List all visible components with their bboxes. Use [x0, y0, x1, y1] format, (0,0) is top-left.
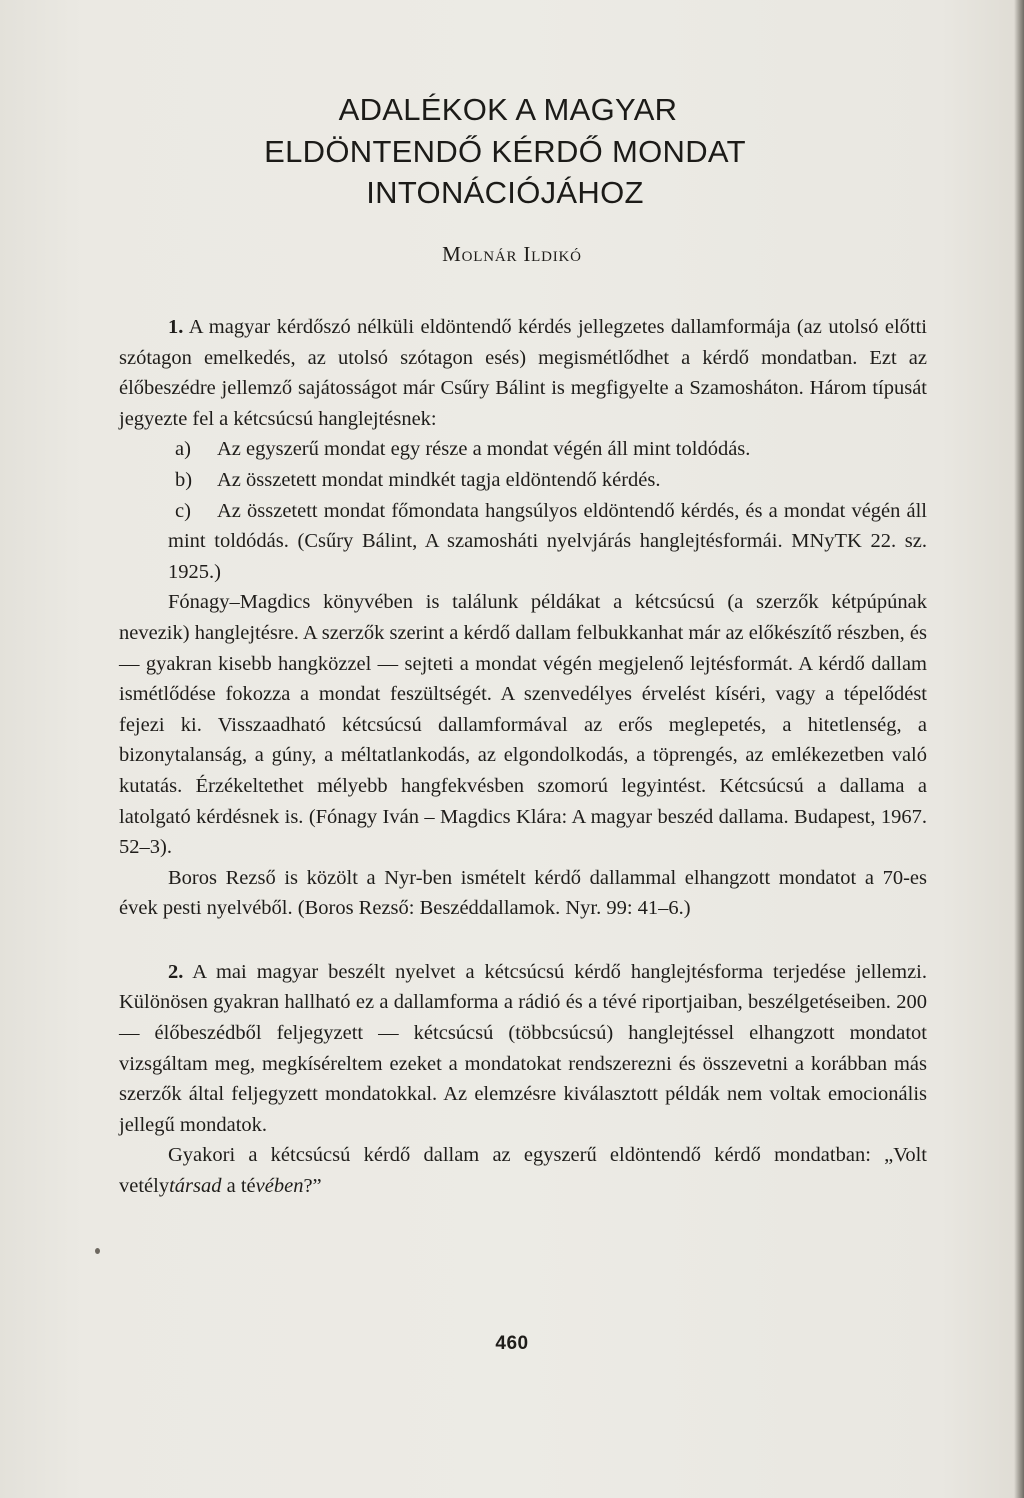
- section-2-paragraph-2-mid: a té: [221, 1175, 256, 1198]
- section-2-paragraph-1: [119, 957, 927, 1141]
- section-2-paragraph-1-text: A mai magyar beszélt nyelvet a kétcsúcsú kérdő hanglejtésforma terjedése jellemzi. Különösen gyakran hallható ez a dallamforma a rádió és a tévé riportjaiban, beszélgetéseiben. 200 — élőbeszédből feljegyzett — kétcsúcsú (többcsúcsú) hanglejtéssel elhangzott mondatot vizsgáltam meg, megkíséreltem ezeket a mondatokat rendszerezni és összevetni a korábban más szerzők által feljegyzett mondatokkal. Az elemzésre kiválasztott példák nem voltak emocionális jellegű mondatok.: [119, 960, 927, 1136]
- author-name: Molnár Ildikó: [442, 242, 582, 266]
- list-item-c: [119, 496, 927, 588]
- article-title-line-2: ELDÖNTENDŐ KÉRDŐ MONDAT: [264, 134, 746, 169]
- list-item-a: [119, 434, 927, 465]
- section-1-intro-text: A magyar kérdőszó nélküli eldöntendő kérdés jellegzetes dallamformája (az utolsó előtti szótagon emelkedés, az utolsó szótagon esés) megismétlődhet a kérdő mondatban. Ezt az élőbeszédre jellemző sajátosságot már Csűry Bálint is megfigyelte a Szamosháton. Három típusát jegyezte fel a kétcsúcsú hanglejtésnek:: [119, 316, 927, 430]
- ink-speck: [95, 1248, 100, 1254]
- page-number: 460: [495, 1333, 529, 1354]
- list-item-b-text: Az összetett mondat mindkét tagja eldöntendő kérdés.: [217, 468, 661, 491]
- list-item-c-label: c): [175, 499, 191, 522]
- section-1-paragraph-2: Fónagy–Magdics könyvében is találunk példákat a kétcsúcsú (a szerzők kétpúpúnak nevezik) hanglejtésre. A szerzők szerint a kérdő dallam felbukkanhat már az előkészítő részben, és — gyakran kisebb hangközzel — sejteti a mondat végén megjelenő lejtésformát. A kérdő dallam ismétlődése fokozza a mondat feszültségét. A szenvedélyes érvelést kíséri, vagy a tépelődést fejezi ki. Visszaadható kétcsúcsú dallamformával az erős meglepetés, a hitetlenség, a bizonytalanság, a gúny, a méltatlankodás, az elgondolkodás, a töprengés, az emlékezetben való kutatás. Érzékeltethet mélyebb hangfekvésben szomorú legyintést. Kétcsúcsú a dallama a latolgató kérdésnek is. (Fónagy Iván – Magdics Klára: A magyar beszéd dallama. Budapest, 1967. 52–3).: [119, 591, 927, 859]
- article-title-line-3: INTONÁCIÓJÁHOZ: [366, 175, 644, 210]
- list-item-b-label: b): [175, 468, 193, 491]
- list-item-b: [119, 465, 927, 496]
- list-item-a-label: a): [175, 438, 191, 461]
- section-1-number: 1.: [168, 316, 184, 338]
- section-1-intro: [119, 312, 927, 434]
- section-gap: [119, 924, 927, 957]
- section-2-number: 2.: [168, 960, 184, 983]
- section-2-paragraph-2: [119, 1140, 927, 1201]
- section-2-paragraph-2-lead: Gyakori a kétcsúcsú kérdő dallam az egyszerű eldöntendő kérdő mondatban: „Volt vetély: [119, 1144, 927, 1198]
- example-emphasis-2: vében: [255, 1175, 304, 1198]
- example-emphasis-1: társad: [169, 1175, 222, 1198]
- section-1-paragraph-3: Boros Rezső is közölt a Nyr-ben ismételt kérdő dallammal elhangzott mondatot a 70-es évek pesti nyelvéből. (Boros Rezső: Beszéddallamok. Nyr. 99: 41–6.): [119, 866, 927, 920]
- article-body: [119, 312, 927, 1202]
- section-2-paragraph-2-end: ?”: [303, 1175, 322, 1198]
- list-item-a-text: Az egyszerű mondat egy része a mondat végén áll mint toldódás.: [217, 438, 751, 461]
- page-edge-shadow: [1014, 0, 1024, 1498]
- article-title-line-1: ADALÉKOK A MAGYAR: [338, 92, 678, 127]
- list-item-c-text: Az összetett mondat főmondata hangsúlyos eldöntendő kérdés, és a mondat végén áll mint toldódás. (Csűry Bálint, A szamosháti nyelvjárás hanglejtésformái. MNyTK 22. sz. 1925.): [168, 499, 927, 583]
